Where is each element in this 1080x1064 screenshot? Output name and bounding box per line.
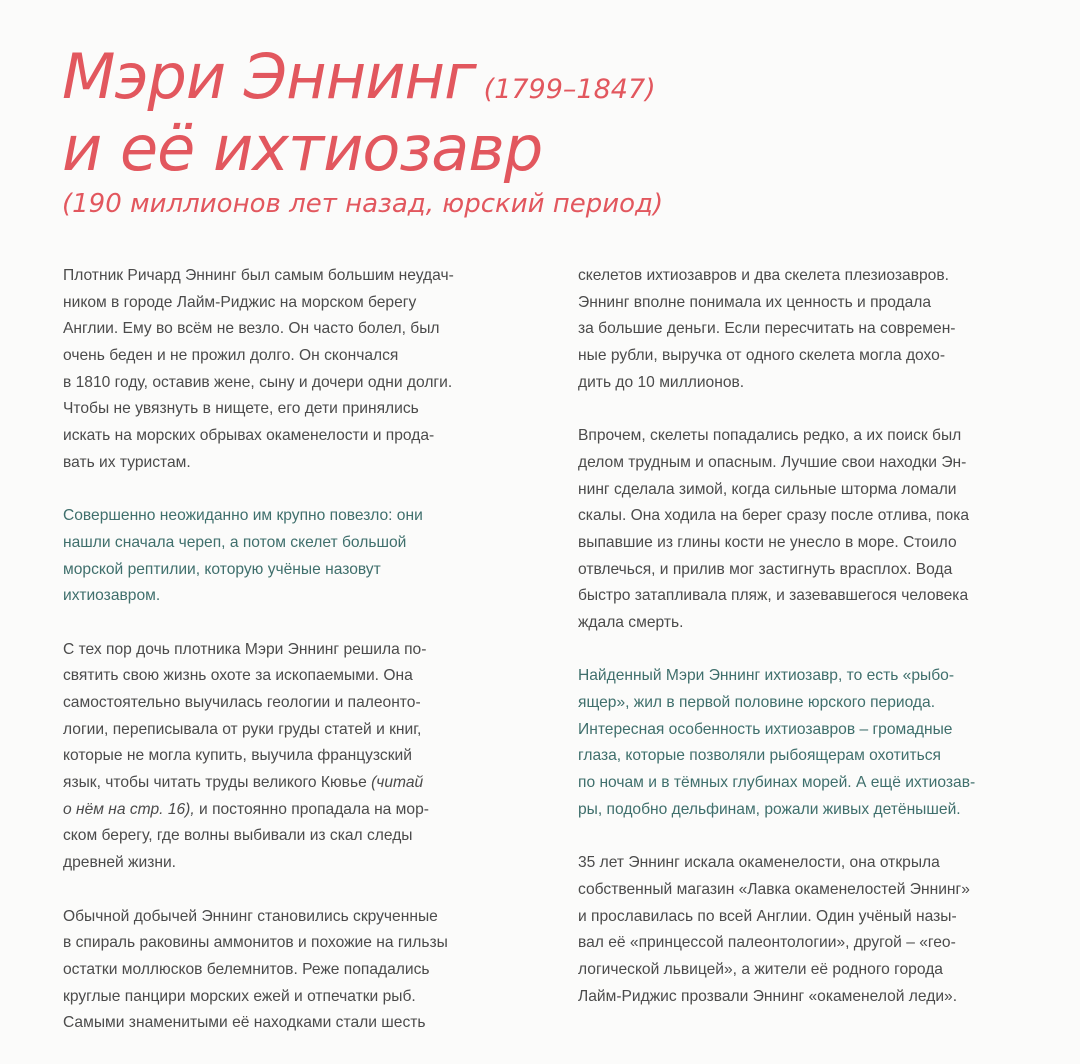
text-segment: и постоянно пропадала на мор- [194, 800, 429, 818]
paragraph [63, 263, 553, 477]
text-line: остатки моллюсков белемнитов. Реже попадались [63, 960, 430, 978]
article-title-line-2: и её ихтиозавр [62, 112, 543, 185]
article-subtitle: (190 миллионов лет назад, юрский период) [62, 189, 664, 219]
text-line [63, 770, 553, 797]
text-line: которые не могла купить, выучила французский [63, 747, 412, 765]
text-line: морской рептилии, которую учёные назовут [63, 560, 381, 578]
text-line: ящер», жил в первой половине юрского периода. [578, 694, 936, 711]
text-line: собственный магазин «Лавка окаменелостей Эннинг» [578, 880, 970, 898]
paragraph [63, 904, 553, 1037]
text-line: нинг сделала зимой, когда сильные шторма ломали [578, 480, 957, 498]
text-line [63, 797, 553, 824]
paragraph [578, 423, 1068, 637]
page-reference: о нём на стр. 16), [63, 800, 195, 818]
title-name: Мэри Эннинг [62, 40, 476, 113]
text-line: ском берегу, где волны выбивали из скал следы [63, 827, 413, 845]
text-line: самостоятельно выучилась геологии и палеонто- [63, 694, 421, 711]
text-line: вать их туристам. [63, 453, 191, 471]
right-column [578, 263, 1068, 1037]
text-line: отвлечься, и прилив мог застигнуть врасплох. Вода [578, 560, 953, 578]
text-line: скелетов ихтиозавров и два скелета плезиозавров. [578, 267, 949, 284]
text-line: выпавшие из глины кости не унесло в море. Стоило [578, 533, 957, 551]
text-line: Интересная особенность ихтиозавров – громадные [578, 720, 953, 738]
text-line: искать на морских обрывах окаменелости и прода- [63, 427, 435, 445]
text-line: логической львицей», а жители её родного города [578, 960, 943, 978]
text-line: логии, переписывала от руки груды статей и книг, [63, 720, 422, 738]
text-line: ником в городе Лайм-Риджис на морском берегу [63, 293, 417, 311]
text-line: Обычной добычей Эннинг становились скрученные [63, 907, 438, 925]
text-line: Самыми знаменитыми её находками стали шесть [63, 1014, 426, 1032]
text-line: по ночам и в тёмных глубинах морей. А ещё ихтиозав- [578, 774, 976, 792]
paragraph [63, 503, 553, 610]
text-line: делом трудным и опасным. Лучшие свои находки Эн- [578, 453, 967, 471]
text-line: за большие деньги. Если пересчитать на современ- [578, 320, 956, 338]
text-line: С тех пор дочь плотника Мэри Эннинг решила по- [63, 640, 427, 658]
text-line: Эннинг вполне понимала их ценность и продала [578, 293, 932, 311]
title-years: (1799–1847) [483, 74, 656, 105]
text-line: глаза, которые позволяли рыбоящерам охотиться [578, 747, 941, 765]
text-line: ры, подобно дельфинам, рожали живых детёнышей. [578, 800, 961, 818]
text-line: ждала смерть. [578, 613, 684, 631]
text-line: 35 лет Эннинг искала окаменелости, она открыла [578, 854, 940, 872]
text-line: вал её «принцессой палеонтологии», другой – «гео- [578, 934, 956, 952]
text-line: Англии. Ему во всём не везло. Он часто болел, был [63, 320, 440, 338]
text-line: очень беден и не прожил долго. Он скончался [63, 347, 399, 365]
page-reference: (читай [371, 774, 424, 792]
text-line: древней жизни. [63, 854, 177, 872]
text-line: дить до 10 миллионов. [578, 373, 745, 391]
left-column [63, 263, 553, 1064]
text-line: быстро затапливала пляж, и зазевавшегося человека [578, 587, 969, 605]
text-line: скалы. Она ходила на берег сразу после отлива, пока [578, 507, 970, 525]
text-line: Впрочем, скелеты попадались редко, а их поиск был [578, 427, 962, 445]
text-line: Совершенно неожиданно им крупно повезло: они [63, 507, 423, 525]
paragraph [578, 850, 1068, 1010]
text-line: в 1810 году, оставив жене, сыну и дочери одни долги. [63, 373, 453, 391]
text-line: Плотник Ричард Эннинг был самым большим неудач- [63, 267, 454, 284]
text-line: нашли сначала череп, а потом скелет большой [63, 533, 407, 551]
text-line: Чтобы не увязнуть в нищете, его дети принялись [63, 400, 419, 418]
paragraph [578, 263, 1068, 396]
text-segment: язык, чтобы читать труды великого Кювье [63, 774, 372, 792]
paragraph [63, 637, 553, 877]
text-line: Найденный Мэри Эннинг ихтиозавр, то есть «рыбо- [578, 667, 955, 685]
text-line: круглые панцири морских ежей и отпечатки рыб. [63, 987, 416, 1005]
text-line: в спираль раковины аммонитов и похожие на гильзы [63, 934, 448, 952]
text-line: ихтиозавром. [63, 587, 161, 605]
text-line: и прославилась по всей Англии. Один учёный назы- [578, 907, 957, 925]
text-line: святить свою жизнь охоте за ископаемыми. Она [63, 667, 413, 685]
paragraph [578, 663, 1068, 823]
text-line: Лайм-Риджис прозвали Эннинг «окаменелой леди». [578, 987, 958, 1005]
text-line: ные рубли, выручка от одного скелета могла дохо- [578, 347, 946, 365]
